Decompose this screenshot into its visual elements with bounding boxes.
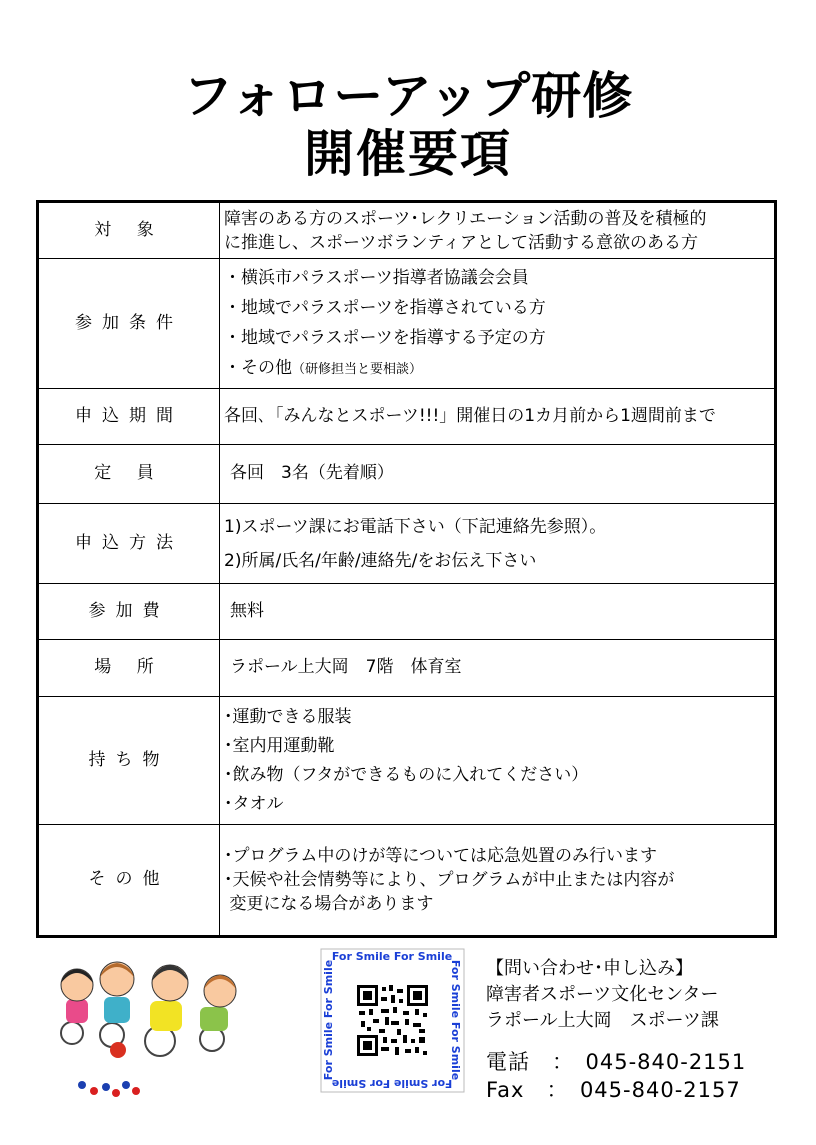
row-value: ･プログラム中のけが等については応急処置のみ行います ･天候や社会情勢等により、プログラムが中止または内容が 変更になる場合があります <box>220 825 776 937</box>
row-value: 各回 3名（先着順） <box>220 445 776 504</box>
qr-code-frame <box>320 948 465 1093</box>
qr-frame-text-bottom: For Smile For Smile <box>331 1077 453 1090</box>
row-value: 各回､「みんなとスポーツ!!!」開催日の1カ月前から1週間前まで <box>220 389 776 445</box>
contact-block <box>486 956 746 1104</box>
table-row <box>38 445 776 504</box>
row-label: その他 <box>38 825 220 937</box>
row-label: 定 員 <box>38 445 220 504</box>
row-label: 参加費 <box>38 584 220 640</box>
contact-phone[interactable]: 電話 ： 045-840-2151 <box>486 1050 747 1074</box>
boccia-balls <box>78 1081 140 1097</box>
row-label: 場 所 <box>38 640 220 697</box>
child-1-figure <box>61 969 93 1044</box>
row-value: ラポール上大岡 7階 体育室 <box>220 640 776 697</box>
qr-frame-text-top: For Smile For Smile <box>331 950 453 963</box>
page-subtitle: 開催要項 <box>304 125 512 183</box>
contact-org: 障害者スポーツ文化センター <box>486 984 719 1005</box>
contact-heading: 【問い合わせ･申し込み】 <box>486 958 693 979</box>
qr-frame-text-right: For Smile For Smile <box>449 959 462 1081</box>
child-4-figure <box>200 975 236 1051</box>
table-row <box>38 640 776 697</box>
table-row <box>38 584 776 640</box>
qr-frame-text-left: For Smile For Smile <box>322 959 335 1081</box>
row-label: 対 象 <box>38 202 220 259</box>
row-value: ･運動できる服装 ･室内用運動靴 ･飲み物（フタができるものに入れてください） ･タオル <box>220 697 776 825</box>
row-label: 参加条件 <box>38 259 220 389</box>
page-title: フォローアップ研修 <box>182 67 634 125</box>
row-value: 1)スポーツ課にお電話下さい（下記連絡先参照）。 2)所属/氏名/年齢/連絡先/をお伝え下さい <box>220 504 776 584</box>
children-wheelchair-illustration <box>52 955 257 1105</box>
table-row <box>38 389 776 445</box>
row-label: 申込方法 <box>38 504 220 584</box>
row-value: 無料 <box>220 584 776 640</box>
contact-dept: ラポール上大岡 スポーツ課 <box>486 1010 719 1031</box>
row-note: （研修担当と要相談） <box>292 361 423 377</box>
row-label: 申込期間 <box>38 389 220 445</box>
table-row <box>38 259 776 389</box>
qr-code <box>320 948 465 1093</box>
row-label: 持ち物 <box>38 697 220 825</box>
table-row <box>38 202 776 259</box>
row-value: 障害のある方のスポーツ･レクリエーション活動の普及を積極的 に推進し、スポーツボランティアとして活動する意欲のある方 <box>220 202 776 259</box>
qr-matrix <box>357 985 428 1056</box>
row-value: ・横浜市パラスポーツ指導者協議会会員 ・地域でパラスポーツを指導されている方 ・地域でパラスポーツを指導する予定の方 ・その他（研修担当と要相談） <box>220 259 776 389</box>
table-row <box>38 504 776 584</box>
table-row <box>38 825 776 937</box>
child-2-figure <box>100 962 134 1047</box>
info-table <box>36 200 777 938</box>
table-row <box>38 697 776 825</box>
contact-fax: Fax ： 045-840-2157 <box>486 1078 741 1102</box>
